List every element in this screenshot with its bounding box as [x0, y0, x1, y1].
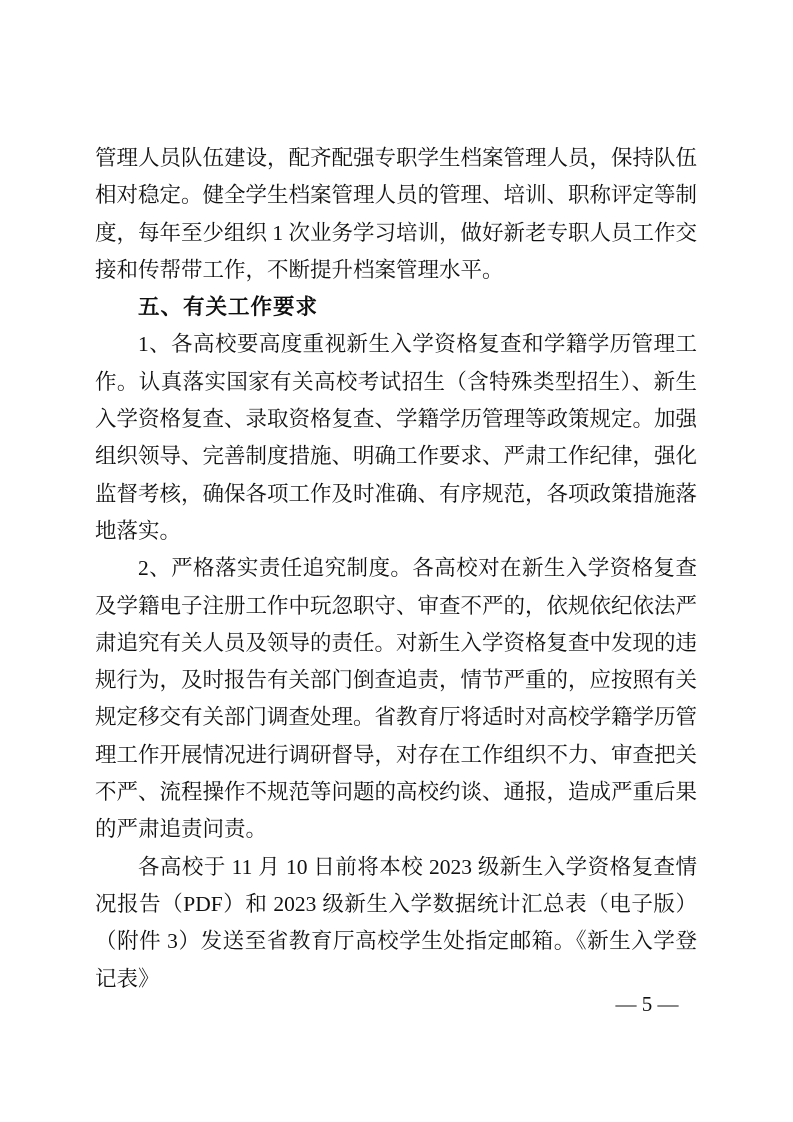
paragraph-closing: 各高校于 11 月 10 日前将本校 2023 级新生入学资格复查情况报告（PDF）和 2023 级新生入学数据统计汇总表（电子版）（附件 3）发送至省教育厅高校学生处指定邮箱。《新生入学登记表》 — [95, 854, 697, 991]
document-body — [95, 140, 697, 998]
paragraph-item-1: 1、各高校要高度重视新生入学资格复查和学籍学历管理工作。认真落实国家有关高校考试招生（含特殊类型招生）、新生入学资格复查、录取资格复查、学籍学历管理等政策规定。加强组织领导、完善制度措施、明确工作要求、严肃工作纪律，强化监督考核，确保各项工作及时准确、有序规范，各项政策措施落地落实。 — [95, 332, 698, 543]
paragraph-continuation: 管理人员队伍建设，配齐配强专职学生档案管理人员，保持队伍相对稳定。健全学生档案管理人员的管理、培训、职称评定等制度，每年至少组织 1 次业务学习培训，做好新老专职人员工作交接和传帮带工作，不断提升档案管理水平。 — [95, 146, 698, 282]
page-number: — 5 — — [615, 992, 679, 1016]
section-heading: 五、有关工作要求 — [138, 295, 319, 320]
paragraph-item-2: 2、严格落实责任追究制度。各高校对在新生入学资格复查及学籍电子注册工作中玩忽职守、审查不严的，依规依纪依法严肃追究有关人员及领导的责任。对新生入学资格复查中发现的违规行为，及时报告有关部门倒查追责，情节严重的，应按照有关规定移交有关部门调查处理。省教育厅将适时对高校学籍学历管理工作开展情况进行调研督导，对存在工作组织不力、审查把关不严、流程操作不规范等问题的高校约谈、通报，造成严重后果的严肃追责问责。 — [95, 556, 698, 842]
